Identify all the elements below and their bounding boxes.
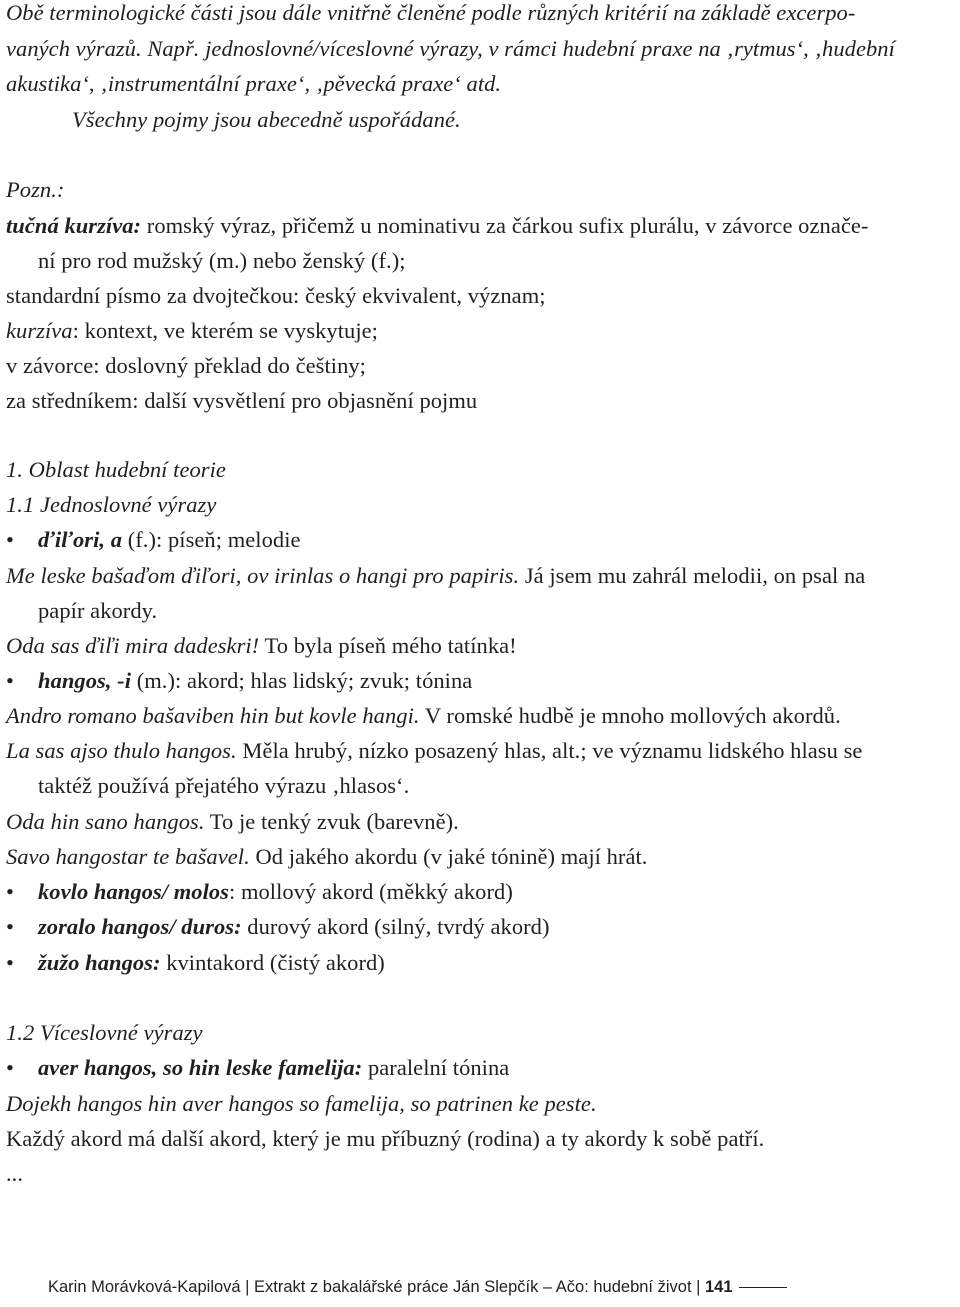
- example-romani: Me leske bašaďom ďiľori, ov irinlas o hangi pro papiris.: [6, 563, 520, 588]
- bullet: •: [6, 879, 14, 904]
- ellipsis: ...: [6, 1161, 24, 1186]
- example-1-cont: papír akordy.: [38, 598, 158, 623]
- intro-line-3: akustika‘, ‚instrumentální praxe‘, ‚pěvecká praxe‘ atd.: [6, 71, 502, 96]
- intro-line-2: vaných výrazů. Např. jednoslovné/víceslovné výrazy, v rámci hudební praxe na ‚rytmus‘, ‚hudební: [6, 36, 895, 61]
- example-romani: Andro romano bašaviben hin but kovle hangi.: [6, 703, 420, 728]
- example-3: [6, 705, 841, 728]
- example-7-romani: Dojekh hangos hin aver hangos so famelija, so patrinen ke peste.: [6, 1091, 597, 1116]
- entry-def: (m.): akord; hlas lidský; zvuk; tónina: [131, 668, 473, 693]
- entry-def: (f.): píseň; melodie: [122, 527, 301, 552]
- example-czech: To byla píseň mého tatínka!: [259, 633, 517, 658]
- entry-term: zoralo hangos/ duros:: [38, 914, 242, 939]
- entry-zuzo: [38, 952, 385, 975]
- entry-def: durový akord (silný, tvrdý akord): [241, 914, 550, 939]
- example-romani: Savo hangostar te bašavel.: [6, 844, 250, 869]
- footer-text: Karin Morávková-Kapilová | Extrakt z bakalářské práce Ján Slepčík – Ačo: hudební život |: [48, 1278, 705, 1296]
- example-6: [6, 846, 647, 869]
- example-4: [6, 740, 862, 763]
- note-text: : kontext, ve kterém se vyskytuje;: [72, 318, 378, 343]
- example-4-cont: taktéž používá přejatého výrazu ‚hlasos‘.: [38, 773, 410, 798]
- entry-hangos: [38, 670, 472, 693]
- example-romani: La sas ajso thulo hangos.: [6, 738, 237, 763]
- entry-term: kovlo hangos/ molos: [38, 879, 229, 904]
- entry-zoralo: [38, 916, 550, 939]
- example-romani: Oda sas ďiľi mira dadeskri!: [6, 633, 260, 658]
- note-line-5: v závorce: doslovný překlad do češtiny;: [6, 353, 366, 378]
- note-em: kurzíva: [6, 318, 73, 343]
- example-2: [6, 635, 517, 658]
- note-heading: Pozn.:: [6, 177, 65, 202]
- note-line-2: ní pro rod mužský (m.) nebo ženský (f.);: [38, 248, 406, 273]
- bullet: •: [6, 527, 14, 552]
- example-czech: Měla hrubý, nízko posazený hlas, alt.; ve významu lidského hlasu se: [236, 738, 863, 763]
- entry-dilori: [38, 529, 301, 552]
- subsection-title-2: 1.2 Víceslovné výrazy: [6, 1020, 203, 1045]
- note-em: tučná kurzíva:: [6, 213, 142, 238]
- entry-term: ďiľori, a: [38, 527, 123, 552]
- page-footer: [48, 1279, 787, 1296]
- example-romani: Oda hin sano hangos.: [6, 809, 205, 834]
- entry-def: paralelní tónina: [362, 1055, 510, 1080]
- example-czech: To je tenký zvuk (barevně).: [204, 809, 459, 834]
- example-7-czech: Každý akord má další akord, který je mu příbuzný (rodina) a ty akordy k sobě patří.: [6, 1126, 765, 1151]
- intro-line-1: Obě terminologické části jsou dále vnitřně členěné podle různých kritérií na základě excerpo-: [6, 0, 856, 25]
- entry-kovlo: [38, 881, 513, 904]
- bullet: •: [6, 914, 14, 939]
- bullet: •: [6, 1055, 14, 1080]
- note-line-3: standardní písmo za dvojtečkou: český ekvivalent, význam;: [6, 283, 546, 308]
- example-czech: V romské hudbě je mnoho mollových akordů.: [419, 703, 841, 728]
- footer-rule: [739, 1287, 787, 1289]
- example-5: [6, 811, 459, 834]
- note-line-4: [6, 320, 378, 343]
- example-1: [6, 565, 865, 588]
- example-czech: Já jsem mu zahrál melodii, on psal na: [519, 563, 866, 588]
- intro-line-4: Všechny pojmy jsou abecedně uspořádané.: [72, 107, 461, 132]
- entry-term: aver hangos, so hin leske famelija:: [38, 1055, 363, 1080]
- note-line-6: za středníkem: další vysvětlení pro objasnění pojmu: [6, 388, 478, 413]
- note-line-1: [6, 215, 868, 238]
- example-czech: Od jakého akordu (v jaké tónině) mají hrát.: [249, 844, 648, 869]
- subsection-title-1: 1.1 Jednoslovné výrazy: [6, 492, 217, 517]
- bullet: •: [6, 950, 14, 975]
- entry-def: kvintakord (čistý akord): [160, 950, 385, 975]
- entry-aver-hangos: [38, 1057, 509, 1080]
- entry-term: žužo hangos:: [38, 950, 161, 975]
- page-number: 141: [704, 1278, 733, 1296]
- entry-term: hangos, -i: [38, 668, 132, 693]
- entry-def: : mollový akord (měkký akord): [228, 879, 513, 904]
- bullet: •: [6, 668, 14, 693]
- note-text: romský výraz, přičemž u nominativu za čárkou sufix plurálu, v závorce označe-: [141, 213, 869, 238]
- section-title: 1. Oblast hudební teorie: [6, 457, 226, 482]
